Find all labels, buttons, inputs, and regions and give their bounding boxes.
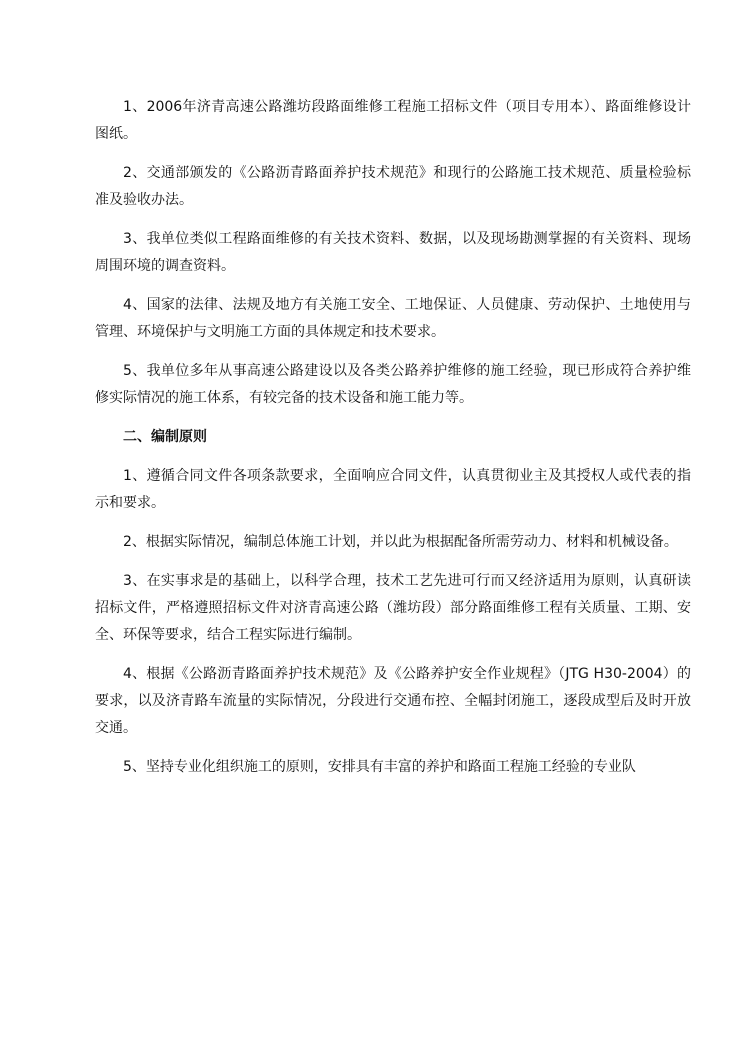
basis-item-4: 4、国家的法律、法规及地方有关施工安全、工地保证、人员健康、劳动保护、土地使用与管理、环境保护与文明施工方面的具体规定和技术要求。 <box>95 297 691 340</box>
basis-item-2: 2、交通部颁发的《公路沥青路面养护技术规范》和现行的公路施工技术规范、质量检验标准及验收办法。 <box>95 165 691 208</box>
basis-item-3: 3、我单位类似工程路面维修的有关技术资料、数据，以及现场勘测掌握的有关资料、现场周围环境的调查资料。 <box>95 231 691 274</box>
principle-item-1: 1、遵循合同文件各项条款要求，全面响应合同文件，认真贯彻业主及其授权人或代表的指示和要求。 <box>95 468 691 511</box>
principle-item-2: 2、根据实际情况，编制总体施工计划，并以此为根据配备所需劳动力、材料和机械设备。 <box>123 534 678 550</box>
basis-item-1: 1、2006年济青高速公路潍坊段路面维修工程施工招标文件（项目专用本）、路面维修设计图纸。 <box>95 99 691 142</box>
principle-item-3: 3、在实事求是的基础上，以科学合理，技术工艺先进可行而又经济适用为原则，认真研读招标文件，严格遵照招标文件对济青高速公路（潍坊段）部分路面维修工程有关质量、工期、安全、环保等要求，结合工程实际进行编制。 <box>95 573 691 643</box>
document-body <box>95 94 691 793</box>
principle-item-5: 5、坚持专业化组织施工的原则，安排具有丰富的养护和路面工程施工经验的专业队 <box>123 759 636 775</box>
principle-item-4: 4、根据《公路沥青路面养护技术规范》及《公路养护安全作业规程》（JTG H30-2004）的要求，以及济青路车流量的实际情况，分段进行交通布控、全幅封闭施工，逐段成型后及时开放交通。 <box>95 666 691 736</box>
basis-item-5: 5、我单位多年从事高速公路建设以及各类公路养护维修的施工经验，现已形成符合养护维修实际情况的施工体系，有较完备的技术设备和施工能力等。 <box>95 363 691 406</box>
section-heading-principles: 二、编制原则 <box>123 429 207 445</box>
